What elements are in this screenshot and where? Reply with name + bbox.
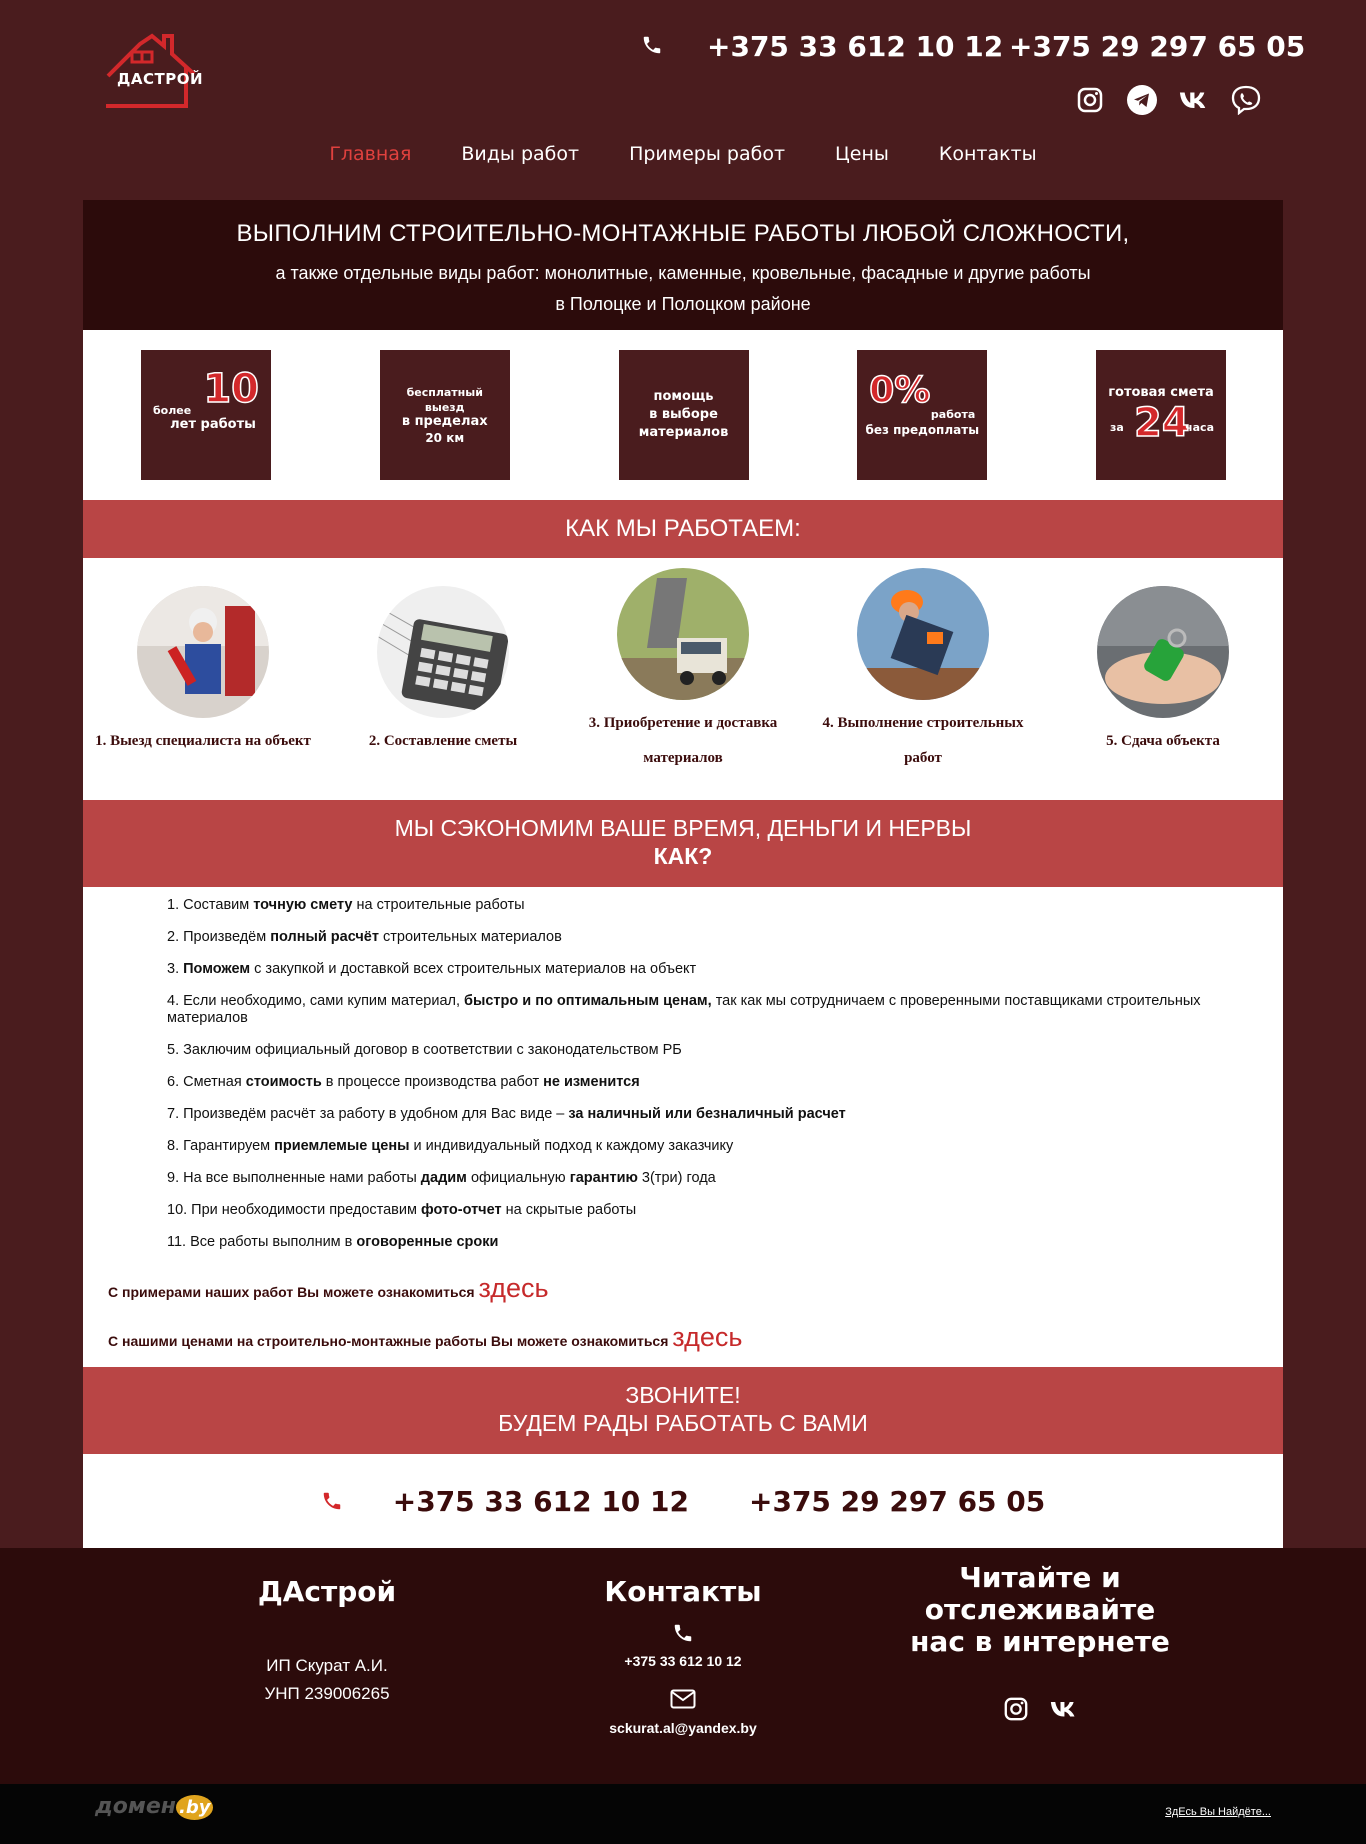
- hero-subtitle-2: в Полоцке и Полоцком районе: [555, 294, 811, 314]
- benefit-item-text: 7. Произведём расчёт за работу в удобном для Вас виде –: [167, 1106, 569, 1122]
- benefit-item: [167, 993, 1223, 1027]
- examples-cta: [83, 1273, 1283, 1304]
- feature-experience-number: 10: [203, 366, 259, 412]
- call-line-1: ЗВОНИТЕ!: [625, 1382, 741, 1408]
- footer-owner: ИП Скурат А.И.: [266, 1656, 388, 1675]
- benefits-list: [83, 887, 1283, 1251]
- benefit-item-text: 9. На все выполненные нами работы: [167, 1170, 421, 1186]
- header-phone-2[interactable]: +375 29 297 65 05: [1009, 30, 1306, 63]
- feature-estimate-number: 24: [1134, 400, 1190, 446]
- benefit-item: [167, 961, 1223, 978]
- phone-icon: [321, 1490, 343, 1512]
- feature-materials-l3: материалов: [638, 425, 729, 440]
- feature-estimate-l1: готовая смета: [1108, 385, 1214, 400]
- feature-experience: [141, 350, 271, 480]
- benefit-item-bold: оговоренные сроки: [356, 1234, 499, 1250]
- benefit-item-text: на строительные работы: [352, 897, 525, 913]
- step-delivery: [563, 568, 803, 776]
- telegram-icon[interactable]: [1127, 85, 1157, 115]
- step-estimate-photo: [377, 586, 509, 718]
- benefit-item: [167, 1074, 1223, 1091]
- phone-icon: [672, 1622, 694, 1644]
- call-phones: [83, 1454, 1283, 1548]
- benefit-item: [167, 929, 1223, 946]
- hero-subtitle-1: а также отдельные виды работ: монолитные, каменные, кровельные, фасадные и другие работы: [275, 263, 1091, 283]
- step-construction-photo: [857, 568, 989, 700]
- benefit-item-bold: Поможем: [183, 961, 251, 977]
- hero-title: ВЫПОЛНИМ СТРОИТЕЛЬНО-МОНТАЖНЫЕ РАБОТЫ ЛЮБОЙ СЛОЖНОСТИ,: [236, 220, 1130, 247]
- step-handover-photo: [1097, 586, 1229, 718]
- bottom-bar: [0, 1784, 1366, 1844]
- main-content: [83, 200, 1283, 1548]
- benefit-item-text: 8. Гарантируем: [167, 1138, 275, 1154]
- benefit-item-text: 11. Все работы выполним в: [167, 1234, 357, 1250]
- domen-logo[interactable]: [95, 1794, 213, 1819]
- feature-materials-l1: помощь: [653, 389, 714, 404]
- footer-social-column: [840, 1562, 1240, 1724]
- feature-materials-help: [619, 350, 749, 480]
- benefit-item: [167, 1042, 1223, 1059]
- footer-contacts-column: [533, 1576, 833, 1736]
- feature-no-prepay-number: 0%: [869, 370, 931, 411]
- step-delivery-label: 3. Приобретение и доставка материалов: [588, 715, 778, 766]
- nav-item-contacts[interactable]: Контакты: [938, 143, 1037, 165]
- step-estimate: [323, 568, 563, 776]
- benefit-item-text: 10. При необходимости предоставим: [167, 1202, 421, 1218]
- feature-estimate-24h: [1096, 350, 1226, 480]
- domen-logo-by: .by: [176, 1795, 213, 1820]
- benefit-item-bold: стоимость: [245, 1074, 322, 1090]
- step-visit: [83, 568, 323, 776]
- benefit-item-bold: фото-отчет: [420, 1202, 502, 1218]
- vk-icon[interactable]: [1049, 1694, 1079, 1724]
- benefit-item-bold: гарантию: [569, 1170, 638, 1186]
- features-row: [83, 330, 1283, 500]
- mail-icon: [670, 1689, 696, 1709]
- nav-item-examples[interactable]: Примеры работ: [629, 143, 786, 165]
- step-visit-label: 1. Выезд специалиста на объект: [95, 733, 311, 749]
- call-phone-1[interactable]: +375 33 612 10 12: [392, 1484, 689, 1518]
- feature-free-visit-l4: 20 км: [425, 431, 465, 445]
- domen-logo-text: домен: [95, 1794, 176, 1819]
- site-logo[interactable]: [102, 26, 204, 114]
- benefit-item-text: 6. Сметная: [167, 1074, 246, 1090]
- examples-cta-text: С примерами наших работ Вы можете ознакомиться: [108, 1284, 479, 1300]
- zdes-link[interactable]: ЗдЕсь Вы Найдёте...: [1165, 1806, 1271, 1818]
- step-visit-photo: [137, 586, 269, 718]
- save-banner: [83, 800, 1283, 887]
- benefit-item: [167, 1138, 1223, 1155]
- feature-no-prepay-l1: работа: [930, 408, 976, 421]
- step-handover-label: 5. Сдача объекта: [1106, 733, 1220, 749]
- benefit-item-bold: быстро и по оптимальным ценам,: [464, 993, 712, 1009]
- examples-link[interactable]: здесь: [478, 1273, 549, 1303]
- benefit-item-text: официальную: [466, 1170, 570, 1186]
- benefit-item: [167, 1170, 1223, 1187]
- benefit-item-text: 4. Если необходимо, сами купим материал,: [167, 993, 465, 1009]
- footer-follow-line-1: Читайте и отслеживайте: [924, 1561, 1156, 1626]
- phone-icon: [641, 34, 663, 56]
- feature-no-prepay: [857, 350, 987, 480]
- benefit-item-text: на скрытые работы: [501, 1202, 637, 1218]
- feature-experience-label: лет работы: [170, 417, 256, 432]
- hero-banner: [83, 200, 1283, 330]
- site-footer: [0, 1548, 1366, 1784]
- feature-no-prepay-l2: без предоплаты: [865, 423, 980, 437]
- nav-item-services[interactable]: Виды работ: [461, 143, 580, 165]
- steps-row: [83, 558, 1283, 800]
- save-title: МЫ СЭКОНОМИМ ВАШЕ ВРЕМЯ, ДЕНЬГИ И НЕРВЫ: [394, 815, 972, 841]
- benefit-item: [167, 1106, 1223, 1123]
- footer-brand: ДАстрой: [257, 1575, 397, 1608]
- step-handover: [1043, 568, 1283, 776]
- step-construction-label: 4. Выполнение строительных работ: [822, 715, 1024, 766]
- feature-free-visit-l2: выезд: [424, 401, 465, 414]
- logo-text: ДАСТРОЙ: [117, 70, 204, 88]
- call-phone-2[interactable]: +375 29 297 65 05: [749, 1484, 1046, 1518]
- instagram-icon[interactable]: [1001, 1694, 1031, 1724]
- main-nav: [0, 143, 1366, 165]
- step-delivery-photo: [617, 568, 749, 700]
- how-we-work-title: КАК МЫ РАБОТАЕМ:: [83, 500, 1283, 558]
- benefit-item-text: 3(три) года: [637, 1170, 716, 1186]
- feature-materials-l2: в выборе: [649, 407, 718, 422]
- benefit-item-text: в процессе производства работ: [321, 1074, 544, 1090]
- feature-free-visit: [380, 350, 510, 480]
- footer-unp: УНП 239006265: [264, 1684, 390, 1703]
- feature-free-visit-l1: бесплатный: [406, 386, 483, 399]
- benefit-item-bold: точную смету: [253, 897, 353, 913]
- call-banner: [83, 1367, 1283, 1454]
- feature-estimate-post: часа: [1185, 421, 1214, 434]
- benefit-item-text: с закупкой и доставкой всех строительных материалов на объект: [250, 961, 697, 977]
- footer-contacts-title: Контакты: [604, 1575, 762, 1608]
- prices-cta-text: С нашими ценами на строительно-монтажные работы Вы можете ознакомиться: [108, 1333, 673, 1349]
- benefit-item-text: так как мы сотрудничаем с проверенными поставщиками строительных материалов: [167, 993, 1201, 1026]
- feature-estimate-pre: за: [1110, 421, 1124, 434]
- benefit-item: [167, 1202, 1223, 1219]
- step-construction: [803, 568, 1043, 776]
- benefit-item-bold: полный расчёт: [270, 929, 379, 945]
- prices-link[interactable]: здесь: [672, 1322, 743, 1352]
- footer-brand-column: [177, 1576, 477, 1708]
- save-subtitle: КАК?: [653, 843, 713, 869]
- feature-free-visit-l3: в пределах: [401, 414, 488, 429]
- benefit-item-text: 3.: [167, 961, 184, 977]
- nav-item-prices[interactable]: Цены: [835, 143, 889, 165]
- benefit-item-bold: дадим: [420, 1170, 467, 1186]
- nav-item-home[interactable]: Главная: [329, 143, 412, 165]
- benefit-item-bold: за наличный или безналичный расчет: [568, 1106, 846, 1122]
- benefit-item: [167, 1234, 1223, 1251]
- step-estimate-label: 2. Составление сметы: [368, 733, 518, 749]
- footer-email[interactable]: sckurat.al@yandex.by: [609, 1720, 757, 1736]
- instagram-icon[interactable]: [1075, 85, 1105, 115]
- feature-experience-pre: более: [153, 404, 192, 417]
- benefit-item-text: 5. Заключим официальный договор в соответствии с законодательством РБ: [167, 1042, 682, 1058]
- footer-phone[interactable]: +375 33 612 10 12: [624, 1653, 742, 1669]
- header-phone-1[interactable]: +375 33 612 10 12: [707, 30, 1004, 63]
- benefit-item-text: 1. Составим: [167, 897, 254, 913]
- vk-icon[interactable]: [1179, 85, 1209, 115]
- footer-follow-line-2: нас в интернете: [910, 1625, 1170, 1658]
- header-socials: [1075, 85, 1261, 115]
- site-header: [0, 0, 1366, 200]
- viber-icon[interactable]: [1231, 85, 1261, 115]
- call-line-2: БУДЕМ РАДЫ РАБОТАТЬ С ВАМИ: [498, 1410, 868, 1436]
- benefit-item: [167, 897, 1223, 914]
- footer-socials: [840, 1694, 1240, 1724]
- prices-cta: [83, 1322, 1283, 1367]
- benefit-item-text: и индивидуальный подход к каждому заказчику: [409, 1138, 734, 1154]
- benefit-item-bold: не изменится: [543, 1074, 640, 1090]
- benefit-item-bold: приемлемые цены: [274, 1138, 410, 1154]
- benefit-item-text: 2. Произведём: [167, 929, 271, 945]
- benefit-item-text: строительных материалов: [378, 929, 562, 945]
